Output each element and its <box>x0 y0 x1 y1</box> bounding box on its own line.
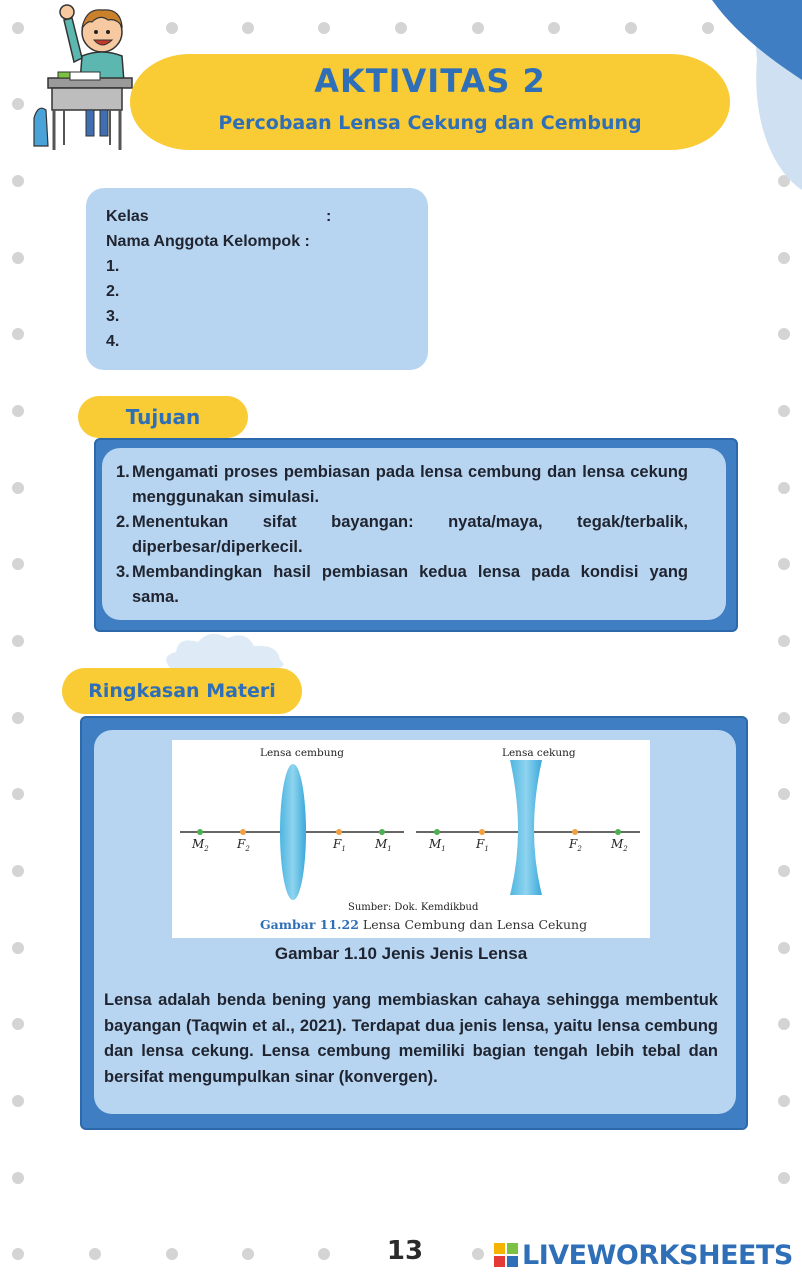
goals-outer-box <box>94 438 738 632</box>
point-label: $M_1$ <box>375 837 392 853</box>
goal-number: 2. <box>116 513 130 531</box>
goal-number: 3. <box>116 563 130 581</box>
point-marker <box>434 829 440 835</box>
member-number-3: 3. <box>106 308 120 325</box>
goal-number: 1. <box>116 463 130 481</box>
figure-source: Sumber: Dok. Kemdikbud <box>348 902 479 913</box>
point-marker <box>379 829 385 835</box>
liveworksheets-logo[interactable] <box>494 1238 793 1272</box>
point-marker <box>240 829 246 835</box>
activity-subtitle: Percobaan Lensa Cekung dan Cembung <box>218 112 642 134</box>
goal-text: Mengamati proses pembiasan pada lensa cembung dan lensa cekung menggunakan simulasi. <box>132 463 688 506</box>
point-marker <box>479 829 485 835</box>
point-label: $M_1$ <box>429 837 446 853</box>
figure-inner-caption: Gambar 11.22 Lensa Cembung dan Lensa Cekung <box>260 917 588 932</box>
goal-text: Membandingkan hasil pembiasan kedua lensa pada kondisi yang sama. <box>132 563 688 606</box>
members-label: Nama Anggota Kelompok : <box>106 233 310 250</box>
liveworksheets-wordmark: LIVEWORKSHEETS <box>522 1239 793 1271</box>
point-marker <box>336 829 342 835</box>
class-label: Kelas <box>106 208 149 225</box>
concave-lens-shape <box>510 760 542 895</box>
point-marker <box>197 829 203 835</box>
point-label: $F_1$ <box>333 837 346 853</box>
page-number: 13 <box>386 1236 424 1266</box>
cloud-decoration <box>160 628 290 670</box>
member-number-4: 4. <box>106 333 120 350</box>
goal-text: Menentukan sifat bayangan: nyata/maya, tegak/terbalik, diperbesar/diperkecil. <box>132 513 688 556</box>
goal-item <box>116 460 688 510</box>
goals-heading: Tujuan <box>78 396 248 438</box>
lens-diagram <box>172 740 650 938</box>
point-label: $F_2$ <box>237 837 250 853</box>
goals-list <box>116 460 688 610</box>
goal-item <box>116 510 688 560</box>
lens-figure <box>172 740 650 938</box>
student-illustration <box>30 0 140 160</box>
title-banner <box>130 54 730 150</box>
class-colon: : <box>326 208 332 225</box>
convex-lens-label: Lensa cembung <box>260 747 344 759</box>
point-marker <box>615 829 621 835</box>
convex-lens-shape <box>280 764 306 900</box>
member-number-1: 1. <box>106 258 120 275</box>
point-label: $M_2$ <box>611 837 628 853</box>
summary-paragraph: Lensa adalah benda bening yang membiaskan cahaya sehingga membentuk bayangan (Taqwin et al., 2021). Terdapat dua jenis lensa, yaitu lensa cembung dan lensa cekung. Lensa cembung memiliki bagian tengah lebih tebal dan bersifat mengumpulkan sinar (konvergen). <box>104 991 718 1086</box>
point-label: $F_1$ <box>476 837 489 853</box>
activity-title: AKTIVITAS 2 <box>314 62 546 100</box>
concave-lens-label: Lensa cekung <box>502 747 576 759</box>
group-info-box <box>86 188 428 370</box>
goals-inner-box <box>102 448 726 620</box>
point-label: $M_2$ <box>192 837 209 853</box>
member-number-2: 2. <box>106 283 120 300</box>
figure-caption: Gambar 1.10 Jenis Jenis Lensa <box>274 944 528 963</box>
summary-heading: Ringkasan Materi <box>62 668 302 714</box>
point-label: $F_2$ <box>569 837 582 853</box>
point-marker <box>572 829 578 835</box>
liveworksheets-icon <box>494 1243 518 1267</box>
goal-item <box>116 560 688 610</box>
